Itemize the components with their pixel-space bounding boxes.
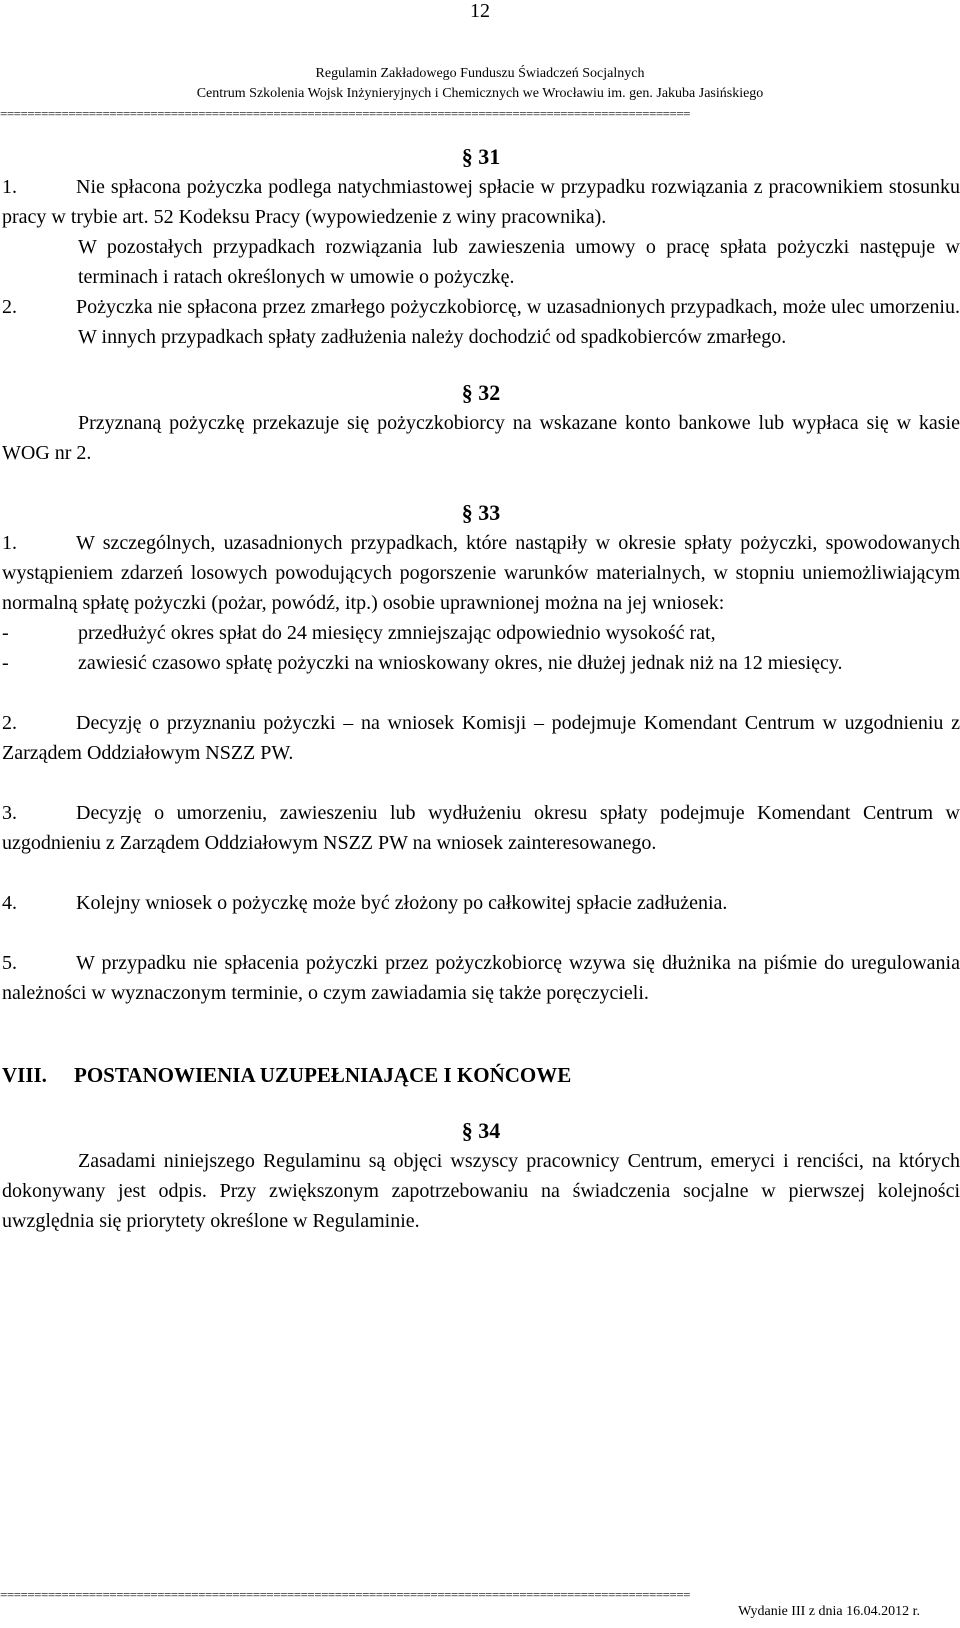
page-number: 12 [470, 0, 490, 22]
list-item [2, 618, 960, 648]
paragraph-number: 2. [2, 296, 17, 318]
paragraph-text: W szczególnych, uzasadnionych przypadkach, które nastąpiły w okresie spłaty pożyczki, spowodowanych wystąpieniem zdarzeń losowych powodujących pogorszenie warunków materialnych, w stopniu uniemożliwiającym normalną spłatę pożyczki (pożar, powódź, itp.) osobie uprawnionej można na jej wniosek: [2, 532, 960, 614]
list-item-text: zawiesić czasowo spłatę pożyczki na wnioskowany okres, nie dłużej jednak niż na 12 miesięcy. [78, 652, 843, 674]
paragraph-31-1-continued: W pozostałych przypadkach rozwiązania lub zawieszenia umowy o pracę spłata pożyczki następuje w terminach i ratach określonych w umowie o pożyczkę. [78, 236, 960, 288]
chapter-title: POSTANOWIENIA UZUPEŁNIAJĄCE I KOŃCOWE [74, 1063, 572, 1087]
header-rule: ===================================================================================================== [0, 107, 690, 121]
paragraph-32 [2, 408, 960, 468]
paragraph-number: 4. [2, 892, 17, 914]
paragraph-text: Nie spłacona pożyczka podlega natychmiastowej spłacie w przypadku rozwiązania z pracownikiem stosunku pracy w trybie art. 52 Kodeksu Pracy (wypowiedzenie z winy pracownika). [2, 176, 960, 228]
paragraph-number: 1. [2, 176, 17, 198]
paragraph-33-3 [2, 798, 960, 858]
dash-bullet: - [2, 622, 9, 644]
chapter-number: VIII. [2, 1063, 47, 1087]
list-item [2, 648, 960, 678]
section-heading-31: § 31 [461, 144, 501, 169]
document-body [2, 142, 960, 1236]
paragraph-text: Kolejny wniosek o pożyczkę może być złożony po całkowitej spłacie zadłużenia. [76, 892, 728, 914]
chapter-heading [2, 1060, 960, 1090]
footer-edition: Wydanie III z dnia 16.04.2012 r. [738, 1604, 920, 1619]
list-item-text: przedłużyć okres spłat do 24 miesięcy zmniejszając odpowiednio wysokość rat, [78, 622, 716, 644]
paragraph-text: Decyzję o przyznaniu pożyczki – na wniosek Komisji – podejmuje Komendant Centrum w uzgodnieniu z Zarządem Oddziałowym NSZZ PW. [2, 712, 960, 764]
paragraph-33-4 [2, 888, 960, 918]
section-heading-33: § 33 [461, 500, 501, 525]
header-title: Regulamin Zakładowego Funduszu Świadczeń Socjalnych [315, 66, 645, 81]
section-heading-32: § 32 [461, 380, 501, 405]
paragraph-31-1 [2, 172, 960, 232]
paragraph-number: 1. [2, 532, 17, 554]
paragraph-text: Pożyczka nie spłacona przez zmarłego pożyczkobiorcę, w uzasadnionych przypadkach, może ulec umorzeniu. W innych przypadkach spłaty zadłużenia należy dochodzić od spadkobierców zmarłego. [76, 296, 960, 348]
paragraph-33-2 [2, 708, 960, 768]
dash-bullet: - [2, 652, 9, 674]
paragraph-34 [2, 1146, 960, 1236]
paragraph-33-1 [2, 528, 960, 618]
paragraph-number: 3. [2, 802, 17, 824]
section-heading-34: § 34 [461, 1118, 501, 1143]
paragraph-text: Decyzję o umorzeniu, zawieszeniu lub wydłużeniu okresu spłaty podejmuje Komendant Centrum w uzgodnieniu z Zarządem Oddziałowym NSZZ PW na wniosek zainteresowanego. [2, 802, 960, 854]
paragraph-number: 2. [2, 712, 17, 734]
paragraph-text: Przyznaną pożyczkę przekazuje się pożyczkobiorcy na wskazane konto bankowe lub wypłaca się w kasie WOG nr 2. [2, 412, 960, 464]
paragraph-33-5 [2, 948, 960, 1008]
footer-rule: ===================================================================================================== [0, 1588, 690, 1602]
paragraph-text: Zasadami niniejszego Regulaminu są objęci wszyscy pracownicy Centrum, emeryci i renciści, na których dokonywany jest odpis. Przy zwiększonym zapotrzebowaniu na świadczenia socjalne w pierwszej kolejności uwzględnia się priorytety określone w Regulaminie. [2, 1150, 960, 1232]
paragraph-31-2 [2, 292, 960, 352]
paragraph-text: W przypadku nie spłacenia pożyczki przez pożyczkobiorcę wzywa się dłużnika na piśmie do uregulowania należności w wyznaczonym terminie, o czym zawiadamia się także poręczycieli. [2, 952, 960, 1004]
header-institution: Centrum Szkolenia Wojsk Inżynieryjnych i Chemicznych we Wrocławiu im. gen. Jakuba Jasińskiego [196, 86, 764, 101]
paragraph-number: 5. [2, 952, 17, 974]
